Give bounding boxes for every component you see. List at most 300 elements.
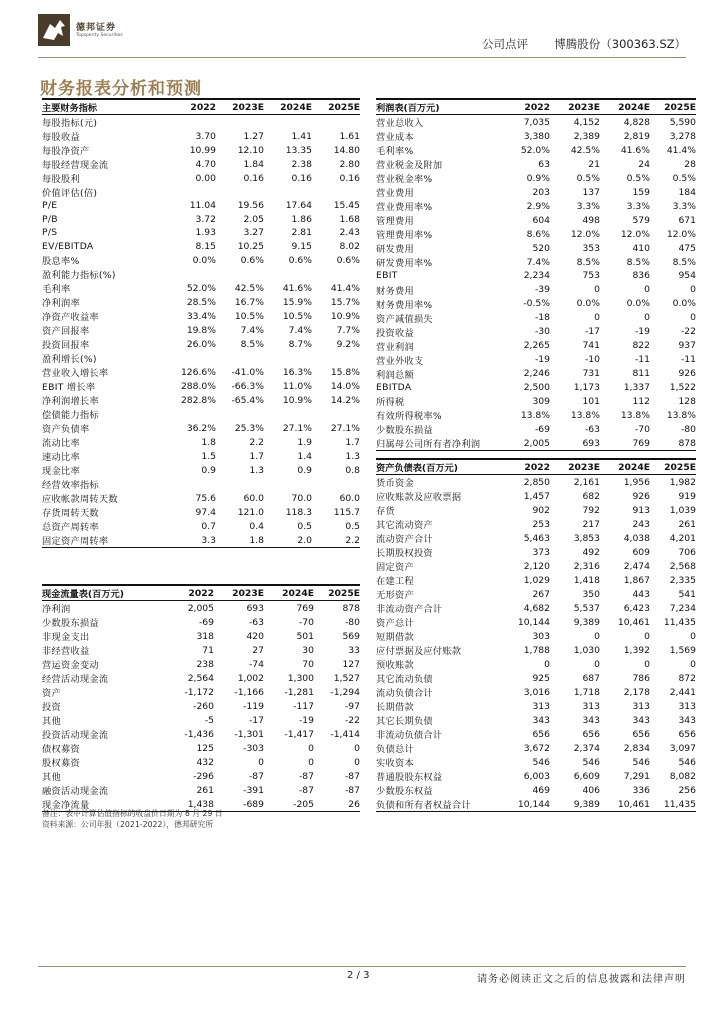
- value-cell: 769: [296, 602, 314, 614]
- value-cell: [312, 407, 360, 421]
- value-cell: 7,291: [623, 770, 650, 782]
- table-row: [42, 253, 360, 267]
- value-cell: 0: [644, 284, 650, 295]
- value-cell: 11,435: [663, 616, 696, 628]
- value-cell: 2.2: [312, 533, 360, 548]
- table-row: [42, 213, 360, 227]
- value-cell: 656: [678, 728, 696, 740]
- table-row: [376, 436, 696, 451]
- value-cell: [312, 351, 360, 365]
- value-cell: 937: [678, 340, 696, 351]
- row-label: 非流动负债合计: [376, 730, 443, 741]
- year-header-cell: 2024E: [600, 459, 650, 475]
- row-label: 流动负债合计: [376, 688, 433, 699]
- value-cell: -63: [248, 616, 264, 628]
- value-cell: 16.7%: [234, 296, 264, 308]
- value-cell: 1.7: [345, 436, 360, 448]
- value-cell: 336: [632, 784, 650, 796]
- logo-name: 德邦证券: [76, 23, 117, 33]
- value-cell: 12.0%: [666, 228, 696, 240]
- row-label: 在建工程: [376, 576, 414, 587]
- row-label: 长期股权投资: [376, 548, 433, 559]
- row-label: 资产: [42, 688, 61, 699]
- value-cell: [216, 115, 264, 130]
- row-label: 盈利增长(%): [42, 354, 97, 365]
- value-cell: 469: [532, 784, 550, 796]
- value-cell: 0.0%: [672, 298, 696, 309]
- value-cell: 19.56: [237, 200, 264, 212]
- value-cell: 0.16: [291, 172, 312, 184]
- value-cell: 128: [678, 395, 696, 407]
- table-row: [42, 713, 360, 727]
- table-row: [376, 171, 696, 185]
- table-row: [42, 601, 360, 616]
- value-cell: -19: [534, 354, 550, 365]
- row-label: 存货周转天数: [42, 508, 99, 519]
- value-cell: 0.9: [297, 464, 312, 476]
- value-cell: 33: [348, 644, 360, 656]
- value-cell: -1,294: [330, 686, 360, 698]
- table-row: [376, 685, 696, 699]
- value-cell: 4,038: [623, 532, 650, 544]
- value-cell: 1.3: [249, 464, 264, 476]
- row-label: 货币资金: [376, 478, 414, 489]
- table-row: [376, 601, 696, 615]
- value-cell: 687: [582, 672, 600, 684]
- table-row: [42, 351, 360, 365]
- value-cell: 0: [544, 658, 550, 670]
- value-cell: 3.27: [243, 227, 264, 239]
- value-cell: 7,035: [523, 116, 550, 128]
- value-cell: 318: [196, 630, 214, 642]
- value-cell: 27.1%: [330, 422, 360, 434]
- value-cell: 1,392: [623, 644, 650, 656]
- row-label: 营业费用率%: [376, 202, 433, 213]
- value-cell: 21: [588, 158, 600, 170]
- value-cell: -87: [298, 784, 314, 796]
- value-cell: 309: [532, 395, 550, 407]
- value-cell: 6,423: [623, 602, 650, 614]
- year-header-cell: 2024E: [264, 585, 314, 601]
- header-divider: [38, 57, 686, 58]
- value-cell: 41.4%: [666, 144, 696, 156]
- value-cell: 0: [594, 312, 600, 323]
- row-label: 预收账款: [376, 660, 414, 671]
- value-cell: 10,144: [506, 797, 550, 812]
- table-row: [376, 797, 696, 812]
- table-row: [376, 755, 696, 769]
- value-cell: 913: [632, 504, 650, 516]
- value-cell: 546: [532, 756, 550, 768]
- table-row: [376, 643, 696, 657]
- table-row: [376, 353, 696, 367]
- year-header-cell: 2025E: [314, 585, 360, 601]
- value-cell: 1,457: [523, 490, 550, 502]
- value-cell: 3.3%: [576, 200, 600, 212]
- value-cell: 1.86: [291, 213, 312, 225]
- value-cell: 0.0%: [192, 254, 216, 266]
- value-cell: 693: [246, 602, 264, 614]
- value-cell: 3.72: [195, 213, 216, 225]
- value-cell: -303: [243, 742, 264, 754]
- value-cell: -0.5%: [523, 298, 550, 309]
- table-row: [376, 157, 696, 171]
- value-cell: 0.9%: [526, 172, 550, 184]
- value-cell: 2,819: [623, 130, 650, 142]
- row-label: 现金净流量: [42, 797, 162, 812]
- value-cell: 10.99: [189, 144, 216, 156]
- cash-flow-table: [42, 584, 360, 812]
- value-cell: 1.68: [339, 213, 360, 225]
- value-cell: -689: [214, 797, 264, 812]
- row-label: 负债总计: [376, 744, 414, 755]
- value-cell: 3,097: [669, 742, 696, 754]
- row-label: EBIT: [376, 270, 398, 282]
- value-cell: 741: [582, 340, 600, 351]
- value-cell: 1.7: [249, 450, 264, 462]
- note-source: 资料来源：公司年报（2021-2022），德邦研究所: [42, 820, 214, 829]
- value-cell: 2.81: [291, 227, 312, 239]
- value-cell: 10.5%: [282, 310, 312, 322]
- row-label: 少数股东损益: [376, 425, 433, 436]
- table-row: [42, 323, 360, 337]
- value-cell: [264, 267, 312, 281]
- value-cell: -69: [534, 423, 550, 435]
- row-label: 盈利能力指标(%): [42, 270, 116, 281]
- row-label: 归属母公司所有者净利润: [376, 436, 506, 451]
- value-cell: 2.2: [249, 436, 264, 448]
- value-cell: -87: [344, 770, 360, 782]
- value-cell: 0.6%: [288, 254, 312, 266]
- row-label: EBIT 增长率: [42, 382, 96, 393]
- table-row: [376, 143, 696, 157]
- value-cell: 261: [196, 784, 214, 796]
- value-cell: 14.2%: [330, 394, 360, 406]
- table-row: [42, 727, 360, 741]
- table-row: [42, 477, 360, 491]
- value-cell: 1.8: [216, 533, 264, 548]
- value-cell: 10.5%: [234, 310, 264, 322]
- table-row: [42, 657, 360, 671]
- legal-disclaimer: 请务必阅读正文之后的信息披露和法律声明: [477, 974, 686, 985]
- value-cell: 6,609: [573, 770, 600, 782]
- page-number: 2 / 3: [347, 970, 370, 981]
- value-cell: 406: [582, 784, 600, 796]
- value-cell: 3,016: [523, 686, 550, 698]
- value-cell: 3,853: [573, 532, 600, 544]
- value-cell: 7,234: [669, 602, 696, 614]
- value-cell: 475: [678, 242, 696, 254]
- row-label: 存货: [376, 506, 395, 517]
- table-row: [42, 309, 360, 323]
- main-indicators-table: [42, 98, 360, 548]
- value-cell: 1,039: [669, 504, 696, 516]
- row-label: 每股净资产: [42, 146, 90, 157]
- value-cell: 2,500: [523, 381, 550, 393]
- value-cell: 1.5: [201, 450, 216, 462]
- value-cell: 261: [678, 518, 696, 530]
- value-cell: 2,246: [523, 368, 550, 379]
- table-row: [42, 421, 360, 435]
- row-label: 速动比率: [42, 452, 80, 463]
- value-cell: 313: [582, 700, 600, 712]
- table-row: [42, 741, 360, 755]
- table-row: [376, 241, 696, 255]
- row-label: 营业费用: [376, 188, 414, 199]
- value-cell: -70: [298, 616, 314, 628]
- year-header-cell: 2022: [162, 585, 214, 601]
- table-row: [42, 685, 360, 699]
- table-notes: [42, 808, 223, 830]
- table-row: [376, 769, 696, 783]
- value-cell: 10,144: [517, 616, 550, 628]
- value-cell: 1,867: [623, 574, 650, 586]
- row-label: 偿债能力指标: [42, 410, 99, 421]
- value-cell: 10.25: [237, 240, 264, 252]
- value-cell: -69: [198, 616, 214, 628]
- value-cell: 13.8%: [520, 409, 550, 421]
- value-cell: 126.6%: [180, 366, 216, 378]
- row-label: 少数股东损益: [42, 618, 99, 629]
- table-row: [42, 407, 360, 421]
- table-row: [376, 227, 696, 241]
- value-cell: 3,672: [523, 742, 550, 754]
- value-cell: 41.6%: [620, 144, 650, 156]
- value-cell: 353: [582, 242, 600, 254]
- value-cell: 115.7: [333, 506, 360, 518]
- row-label: 资产回报率: [42, 326, 90, 337]
- value-cell: 541: [678, 588, 696, 600]
- value-cell: 546: [678, 756, 696, 768]
- row-label: 管理费用: [376, 216, 414, 227]
- table-row: [376, 699, 696, 713]
- row-label: 非经营收益: [42, 646, 90, 657]
- value-cell: 0: [644, 658, 650, 670]
- value-cell: 12.10: [237, 144, 264, 156]
- row-label: 流动资产合计: [376, 534, 433, 545]
- value-cell: 0: [690, 284, 696, 295]
- value-cell: 0.16: [243, 172, 264, 184]
- value-cell: 5,537: [573, 602, 600, 614]
- value-cell: -117: [293, 700, 314, 712]
- value-cell: -260: [193, 700, 214, 712]
- value-cell: 0.5%: [626, 172, 650, 184]
- table-row: [376, 671, 696, 685]
- value-cell: 1.3: [345, 450, 360, 462]
- year-header-cell: 2024E: [600, 99, 650, 115]
- row-label: EV/EBITDA: [42, 240, 94, 252]
- value-cell: [172, 267, 216, 281]
- row-label: 其他: [42, 716, 61, 727]
- value-cell: 350: [582, 588, 600, 600]
- value-cell: -80: [680, 423, 696, 435]
- value-cell: -87: [248, 770, 264, 782]
- value-cell: -205: [264, 797, 314, 812]
- value-cell: 2,161: [573, 476, 600, 488]
- year-header-cell: 2022: [506, 459, 550, 475]
- value-cell: 836: [632, 270, 650, 282]
- row-label: 固定资产: [376, 562, 414, 573]
- value-cell: 267: [532, 588, 550, 600]
- value-cell: -296: [193, 770, 214, 782]
- value-cell: 13.8%: [666, 409, 696, 421]
- value-cell: 0.0%: [576, 298, 600, 309]
- table-row: [42, 671, 360, 685]
- value-cell: 0: [644, 630, 650, 642]
- value-cell: 12.0%: [570, 228, 600, 240]
- value-cell: 159: [632, 186, 650, 198]
- value-cell: 8.7%: [288, 338, 312, 350]
- value-cell: 10.9%: [330, 310, 360, 322]
- value-cell: 878: [650, 436, 696, 451]
- value-cell: 8.5%: [576, 256, 600, 268]
- row-label: 财务费用率%: [376, 299, 433, 311]
- value-cell: -70: [634, 423, 650, 435]
- value-cell: 2,005: [187, 602, 214, 614]
- table-row: [42, 519, 360, 533]
- value-cell: 2.9%: [526, 200, 550, 212]
- table-row: [376, 422, 696, 436]
- row-label: P/E: [42, 200, 58, 212]
- row-label: 资产减值损失: [376, 313, 433, 325]
- value-cell: 792: [582, 504, 600, 516]
- table-title-cell: 利润表(百万元): [376, 99, 506, 115]
- row-label: 其它流动负债: [376, 674, 433, 685]
- table-row: [42, 615, 360, 629]
- value-cell: 1,569: [669, 644, 696, 656]
- value-cell: 8.5%: [672, 256, 696, 268]
- value-cell: 546: [582, 756, 600, 768]
- year-header-cell: 2023E: [214, 585, 264, 601]
- table-row: [42, 185, 360, 199]
- value-cell: -30: [534, 326, 550, 337]
- table-row: [42, 171, 360, 185]
- value-cell: 17.64: [285, 200, 312, 212]
- value-cell: 3.70: [195, 130, 216, 142]
- row-label: 投资: [42, 702, 61, 713]
- value-cell: -63: [584, 423, 600, 435]
- value-cell: 7.4%: [240, 324, 264, 336]
- row-label: 总资产周转率: [42, 522, 99, 533]
- value-cell: [264, 407, 312, 421]
- row-label: 净利润增长率: [42, 396, 99, 407]
- value-cell: 15.45: [333, 200, 360, 212]
- value-cell: 520: [532, 242, 550, 254]
- table-row: [42, 199, 360, 213]
- row-label: 营业成本: [376, 132, 414, 143]
- value-cell: 2,389: [573, 130, 600, 142]
- value-cell: 14.80: [333, 144, 360, 156]
- value-cell: -19: [634, 326, 650, 337]
- value-cell: [264, 477, 312, 491]
- income-statement-table: [376, 98, 696, 451]
- table-row: [42, 115, 360, 130]
- section-title: 财务报表分析和预测: [40, 79, 202, 99]
- value-cell: 10,461: [600, 797, 650, 812]
- value-cell: 2,120: [523, 560, 550, 572]
- row-label: 每股指标(元): [42, 118, 98, 129]
- value-cell: 4,201: [669, 532, 696, 544]
- value-cell: 0.5%: [576, 172, 600, 184]
- value-cell: [172, 477, 216, 491]
- year-header-cell: 2025E: [312, 99, 360, 115]
- table-row: [42, 449, 360, 463]
- table-row: [376, 629, 696, 643]
- value-cell: 4,152: [573, 116, 600, 128]
- table-row: [376, 783, 696, 797]
- value-cell: 4.70: [195, 158, 216, 170]
- value-cell: [172, 185, 216, 199]
- row-label: 负债和所有者权益合计: [376, 797, 506, 812]
- value-cell: -65.4%: [231, 394, 264, 406]
- value-cell: 1,438: [162, 797, 214, 812]
- table-row: [376, 255, 696, 269]
- table-row: [376, 394, 696, 408]
- value-cell: 1.27: [243, 130, 264, 142]
- value-cell: 3.3%: [672, 200, 696, 212]
- table-row: [42, 295, 360, 309]
- value-cell: 1,956: [623, 476, 650, 488]
- value-cell: 2,850: [523, 476, 550, 488]
- table-row: [376, 381, 696, 395]
- table-row: [376, 727, 696, 741]
- value-cell: -39: [534, 284, 550, 295]
- value-cell: 501: [296, 630, 314, 642]
- value-cell: 2,005: [506, 436, 550, 451]
- value-cell: 0.9: [201, 464, 216, 476]
- table-title-cell: 主要财务指标: [42, 99, 172, 115]
- value-cell: 0: [690, 658, 696, 670]
- row-label: 实收资本: [376, 758, 414, 769]
- row-label: EBITDA: [376, 381, 412, 393]
- value-cell: 8.5%: [240, 338, 264, 350]
- value-cell: -87: [298, 770, 314, 782]
- row-label: 股权募资: [42, 758, 80, 769]
- row-label: 资产负债率: [42, 424, 90, 435]
- value-cell: 1,788: [523, 644, 550, 656]
- value-cell: 0.7: [201, 520, 216, 532]
- row-label: P/S: [42, 227, 58, 239]
- value-cell: 902: [532, 504, 550, 516]
- table-row: [376, 713, 696, 727]
- row-label: 营业外收支: [376, 355, 424, 367]
- value-cell: 0.5: [345, 520, 360, 532]
- value-cell: 11,435: [650, 797, 696, 812]
- value-cell: [216, 267, 264, 281]
- value-cell: 0.4: [249, 520, 264, 532]
- value-cell: 4,682: [523, 602, 550, 614]
- table-row: [376, 531, 696, 545]
- value-cell: 2,316: [573, 560, 600, 572]
- table-row: [42, 755, 360, 769]
- value-cell: 2,374: [573, 742, 600, 754]
- table-row: [42, 491, 360, 505]
- row-label: 经营活动现金流: [42, 674, 109, 685]
- value-cell: 16.3%: [282, 366, 312, 378]
- value-cell: 217: [582, 518, 600, 530]
- value-cell: -41.0%: [231, 366, 264, 378]
- value-cell: 70: [302, 658, 314, 670]
- year-header-cell: 2025E: [650, 459, 696, 475]
- value-cell: 0.00: [195, 172, 216, 184]
- value-cell: 0.8: [345, 464, 360, 476]
- row-label: 净利润: [42, 604, 71, 615]
- value-cell: 811: [632, 368, 650, 379]
- value-cell: 0: [308, 756, 314, 768]
- table-row: [42, 505, 360, 519]
- value-cell: [312, 185, 360, 199]
- row-label: 经营效率指标: [42, 480, 99, 491]
